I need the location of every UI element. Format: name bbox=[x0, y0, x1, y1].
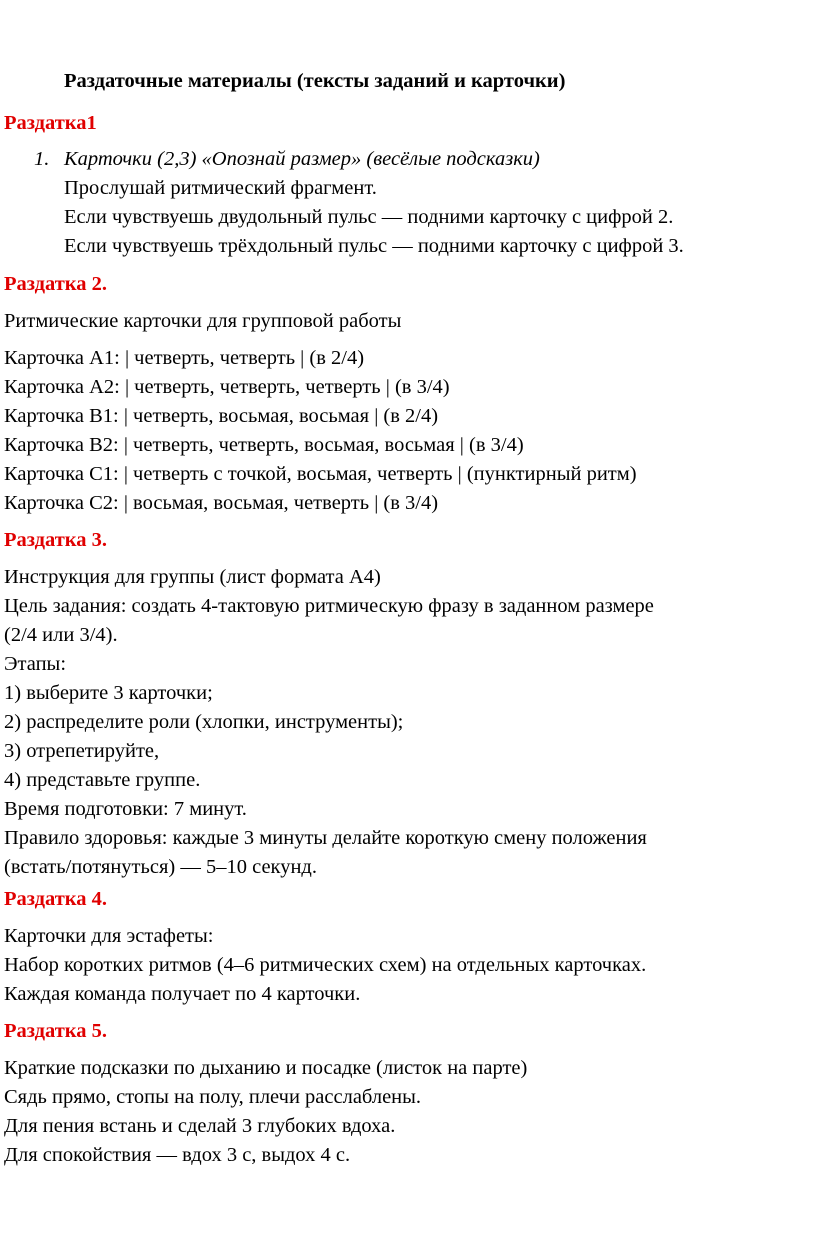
handout-5-heading: Раздатка 5. bbox=[4, 1020, 108, 1042]
handout-3-line: Цель задания: создать 4-тактовую ритмическую фразу в заданном размере bbox=[4, 595, 654, 617]
handout-3-line: 3) отрепетируйте, bbox=[4, 740, 160, 762]
handout-4-line: Набор коротких ритмов (4–6 ритмических схем) на отдельных карточках. bbox=[4, 954, 647, 976]
handout-3-line: (встать/потянуться) — 5–10 секунд. bbox=[4, 856, 317, 878]
handout-3-line: Этапы: bbox=[4, 653, 67, 675]
list-item-number: 1. bbox=[34, 148, 50, 170]
card-b1: Карточка B1: | четверть, восьмая, восьмая | (в 2/4) bbox=[4, 405, 439, 427]
card-a2: Карточка A2: | четверть, четверть, четверть | (в 3/4) bbox=[4, 376, 450, 398]
handout-1-line: Если чувствуешь двудольный пульс — подними карточку с цифрой 2. bbox=[64, 206, 674, 228]
handout-1-heading: Раздатка1 bbox=[4, 112, 97, 134]
page-title: Раздаточные материалы (тексты заданий и карточки) bbox=[64, 70, 566, 92]
handout-1-line: Если чувствуешь трёхдольный пульс — подними карточку с цифрой 3. bbox=[64, 235, 684, 257]
handout-5-line: Сядь прямо, стопы на полу, плечи расслаблены. bbox=[4, 1086, 422, 1108]
list-item-title: Карточки (2,3) «Опознай размер» (весёлые подсказки) bbox=[64, 148, 540, 170]
handout-3-line: (2/4 или 3/4). bbox=[4, 624, 118, 646]
handout-5-line: Для пения встань и сделай 3 глубоких вдоха. bbox=[4, 1115, 396, 1137]
handout-4-line: Каждая команда получает по 4 карточки. bbox=[4, 983, 361, 1005]
card-c1: Карточка C1: | четверть с точкой, восьмая, четверть | (пунктирный ритм) bbox=[4, 463, 637, 485]
handout-5-line: Для спокойствия — вдох 3 с, выдох 4 с. bbox=[4, 1144, 351, 1166]
handout-1-line: Прослушай ритмический фрагмент. bbox=[64, 177, 377, 199]
card-a1: Карточка A1: | четверть, четверть | (в 2/4) bbox=[4, 347, 365, 369]
handout-4-heading: Раздатка 4. bbox=[4, 888, 108, 910]
handout-5-line: Краткие подсказки по дыханию и посадке (листок на парте) bbox=[4, 1057, 528, 1079]
handout-3-line: Время подготовки: 7 минут. bbox=[4, 798, 247, 820]
handout-3-line: Инструкция для группы (лист формата A4) bbox=[4, 566, 381, 588]
handout-2-heading: Раздатка 2. bbox=[4, 273, 108, 295]
handout-3-heading: Раздатка 3. bbox=[4, 529, 108, 551]
card-c2: Карточка C2: | восьмая, восьмая, четверть | (в 3/4) bbox=[4, 492, 439, 514]
handout-3-line: 4) представьте группе. bbox=[4, 769, 201, 791]
card-b2: Карточка B2: | четверть, четверть, восьмая, восьмая | (в 3/4) bbox=[4, 434, 524, 456]
handout-3-line: 2) распределите роли (хлопки, инструменты); bbox=[4, 711, 404, 733]
handout-2-intro: Ритмические карточки для групповой работы bbox=[4, 310, 402, 332]
handout-3-line: Правило здоровья: каждые 3 минуты делайте короткую смену положения bbox=[4, 827, 647, 849]
handout-4-line: Карточки для эстафеты: bbox=[4, 925, 214, 947]
handout-3-line: 1) выберите 3 карточки; bbox=[4, 682, 213, 704]
